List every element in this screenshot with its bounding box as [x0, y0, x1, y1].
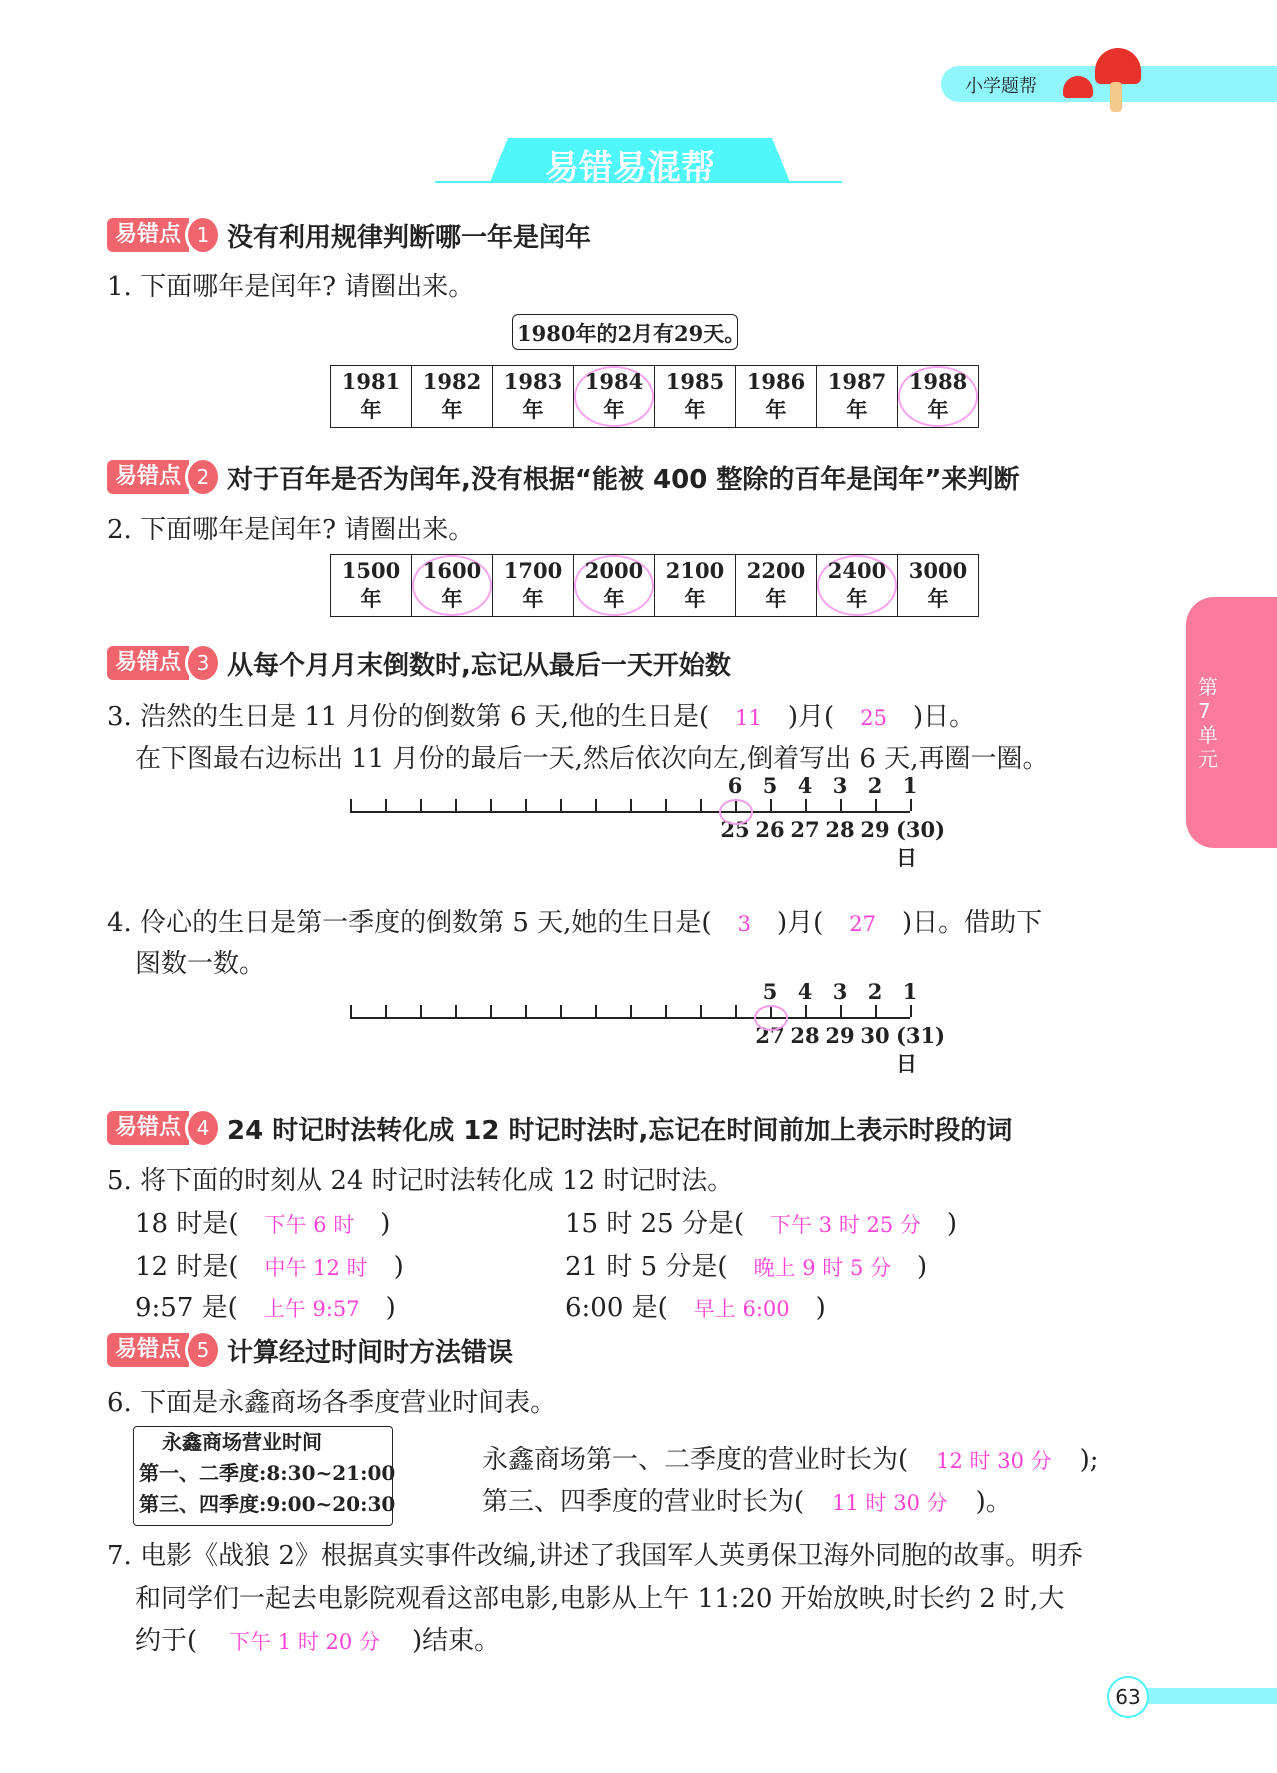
tick-mark — [490, 1005, 492, 1017]
year-table-1 — [330, 365, 979, 428]
year-cell-circled[interactable]: 1988年 — [898, 366, 979, 428]
tick-mark — [875, 1005, 877, 1017]
number-line-1 — [350, 773, 946, 870]
question-2: 2. 下面哪年是闰年? 请圈出来。 — [107, 515, 475, 545]
error-badge: 易错点 — [107, 218, 189, 252]
tick-mark — [420, 799, 422, 811]
tick-mark — [350, 799, 352, 811]
tick-mark — [840, 1005, 842, 1017]
q4-answer-month: 3 — [737, 912, 751, 936]
date-label: (31)日 — [896, 1023, 946, 1076]
time-label: 12 时是( — [135, 1252, 239, 1282]
date-label: 26 — [755, 817, 785, 842]
paren-close: ) — [393, 1252, 404, 1282]
question-1: 1. 下面哪年是闰年? 请圈出来。 — [107, 272, 475, 302]
year-cell[interactable]: 3000年 — [898, 555, 979, 617]
paren-close: ) — [385, 1293, 396, 1323]
page-number-stripe — [1140, 1688, 1277, 1704]
q7-answer: 下午 1 时 20 分 — [229, 1630, 380, 1654]
time-conversion-item — [565, 1203, 957, 1240]
countdown-number: 2 — [867, 773, 883, 798]
q3-text: )月( — [787, 702, 835, 732]
tick-mark — [630, 799, 632, 811]
error-badge: 易错点 — [107, 460, 189, 494]
tick-mark — [385, 799, 387, 811]
time-conversion-item — [135, 1203, 390, 1240]
tick-mark — [805, 799, 807, 811]
date-label: 27 — [755, 1023, 785, 1048]
year-cell[interactable]: 1987年 — [817, 366, 898, 428]
tick-mark — [805, 1005, 807, 1017]
q7-line-3 — [135, 1620, 500, 1657]
paren-close: ) — [815, 1293, 826, 1323]
year-cell[interactable]: 2200年 — [736, 555, 817, 617]
brand-label: 小学题帮 — [965, 76, 1037, 97]
year-cell-circled[interactable]: 1984年 — [574, 366, 655, 428]
time-answer: 上午 9:57 — [263, 1297, 360, 1321]
time-label: 18 时是( — [135, 1209, 239, 1239]
point-title: 计算经过时间时方法错误 — [227, 1337, 514, 1368]
mushroom-stem — [1110, 82, 1122, 112]
hint-text: 1980年的2月有29天。 — [517, 321, 746, 346]
error-point-1 — [107, 215, 591, 255]
countdown-number: 4 — [797, 773, 813, 798]
point-title: 24 时记时法转化成 12 时记时法时,忘记在时间前加上表示时段的词 — [227, 1115, 1013, 1146]
q7-text: )结束。 — [411, 1626, 501, 1656]
tick-mark — [700, 1005, 702, 1017]
date-label: 29 — [860, 817, 890, 842]
business-hours-box — [133, 1426, 396, 1526]
point-number: 3 — [185, 643, 221, 683]
q6-text: 永鑫商场第一、二季度的营业时长为( — [482, 1445, 909, 1475]
q4-text: )月( — [776, 908, 824, 938]
point-number: 1 — [185, 215, 221, 255]
countdown-number: 3 — [832, 979, 848, 1004]
q3-text: )日。 — [912, 702, 976, 732]
countdown-number: 4 — [797, 979, 813, 1004]
question-5: 5. 将下面的时刻从 24 时记时法转化成 12 时记时法。 — [107, 1166, 734, 1196]
countdown-number: 3 — [832, 773, 848, 798]
tick-mark — [420, 1005, 422, 1017]
small-mushroom-icon — [1063, 76, 1093, 98]
tick-mark — [770, 799, 772, 811]
tick-mark — [875, 799, 877, 811]
year-cell[interactable]: 1983年 — [493, 366, 574, 428]
tick-mark — [665, 799, 667, 811]
point-number: 5 — [185, 1330, 221, 1370]
box-title: 永鑫商场营业时间 — [162, 1430, 322, 1454]
paren-close: ) — [946, 1209, 958, 1239]
page-number: 63 — [1115, 1685, 1141, 1709]
tick-mark — [525, 1005, 527, 1017]
tick-mark — [490, 799, 492, 811]
point-title: 对于百年是否为闰年,没有根据“能被 400 整除的百年是闰年”来判断 — [227, 464, 1020, 495]
number-line-2 — [350, 979, 946, 1076]
error-point-3 — [107, 643, 731, 683]
point-number: 2 — [185, 457, 221, 497]
date-label: 30 — [860, 1023, 890, 1048]
date-label: 25 — [720, 817, 750, 842]
tick-mark — [455, 1005, 457, 1017]
q6-answer-2: 11 时 30 分 — [832, 1491, 948, 1515]
error-point-4 — [107, 1108, 1012, 1148]
q7-line-2: 和同学们一起去电影院观看这部电影,电影从上午 11:20 开始放映,时长约 2 时,大 — [135, 1584, 1065, 1614]
tick-mark — [595, 799, 597, 811]
time-answer: 下午 6 时 — [264, 1213, 355, 1237]
box-line: 第一、二季度:8:30~21:00 — [139, 1461, 396, 1485]
tick-mark — [350, 1005, 352, 1017]
error-point-2 — [107, 457, 1019, 497]
q6-answer-1: 12 时 30 分 — [936, 1449, 1052, 1473]
question-7: 7. 电影《战狼 2》根据真实事件改编,讲述了我国军人英勇保卫海外同胞的故事。明乔 — [107, 1541, 1084, 1571]
q6-text: ); — [1079, 1445, 1099, 1475]
countdown-number: 6 — [727, 773, 743, 798]
section-title: 易错易混帮 — [545, 148, 715, 188]
countdown-number: 5 — [762, 979, 778, 1004]
year-cell[interactable]: 1981年 — [331, 366, 412, 428]
year-cell[interactable]: 1700年 — [493, 555, 574, 617]
error-point-5 — [107, 1330, 513, 1370]
tick-mark — [385, 1005, 387, 1017]
mushroom-icon — [1095, 48, 1141, 84]
point-title: 没有利用规律判断哪一年是闰年 — [227, 222, 592, 253]
q4-text-line2: 图数一数。 — [135, 949, 266, 979]
tick-mark — [630, 1005, 632, 1017]
time-label: 9:57 是( — [135, 1293, 238, 1323]
tick-mark — [700, 799, 702, 811]
q3-answer-month: 11 — [735, 706, 762, 730]
countdown-number: 2 — [867, 979, 883, 1004]
error-badge: 易错点 — [107, 646, 189, 680]
date-label: 27 — [790, 817, 820, 842]
paren-close: ) — [380, 1209, 391, 1239]
error-badge: 易错点 — [107, 1333, 189, 1367]
year-cell[interactable]: 1500年 — [331, 555, 412, 617]
year-cell-circled[interactable]: 2000年 — [574, 555, 655, 617]
year-cell[interactable]: 1986年 — [736, 366, 817, 428]
box-line: 第三、四季度:9:00~20:30 — [139, 1492, 396, 1516]
q6-text: 第三、四季度的营业时长为( — [482, 1487, 805, 1517]
q7-text: 约于( — [135, 1626, 198, 1656]
time-conversion-item — [135, 1287, 396, 1324]
q3-instruction: 在下图最右边标出 11 月份的最后一天,然后依次向左,倒着写出 6 天,再圈一圈。 — [135, 744, 1049, 774]
q6-line-2 — [482, 1481, 1012, 1518]
tick-mark — [560, 1005, 562, 1017]
tick-mark — [840, 799, 842, 811]
q4-text: )日。借助下 — [901, 908, 1043, 938]
question-4 — [107, 902, 1042, 939]
date-label: 29 — [825, 1023, 855, 1048]
countdown-number: 5 — [762, 773, 778, 798]
year-table-2 — [330, 554, 979, 617]
year-cell[interactable]: 1982年 — [412, 366, 493, 428]
tick-mark — [910, 1005, 912, 1017]
tick-mark — [910, 799, 912, 811]
page-number-circle — [1107, 1676, 1149, 1718]
point-title: 从每个月月末倒数时,忘记从最后一天开始数 — [227, 650, 731, 681]
year-cell[interactable]: 1985年 — [655, 366, 736, 428]
time-label: 15 时 25 分是( — [565, 1209, 745, 1239]
time-conversion-item — [565, 1246, 927, 1283]
tick-mark — [665, 1005, 667, 1017]
q3-text: 3. 浩然的生日是 11 月份的倒数第 6 天,他的生日是( — [107, 702, 710, 732]
tick-mark — [735, 1005, 737, 1017]
answer-circle — [719, 799, 753, 825]
tick-mark — [595, 1005, 597, 1017]
unit-label: 第7单元 — [1198, 675, 1218, 771]
date-label: 28 — [825, 817, 855, 842]
q4-answer-day: 27 — [849, 912, 876, 936]
countdown-number: 1 — [902, 773, 918, 798]
date-label: (30)日 — [896, 817, 946, 870]
q3-answer-day: 25 — [860, 706, 887, 730]
question-6: 6. 下面是永鑫商场各季度营业时间表。 — [107, 1388, 557, 1418]
year-cell-circled[interactable]: 2400年 — [817, 555, 898, 617]
year-cell[interactable]: 2100年 — [655, 555, 736, 617]
time-label: 21 时 5 分是( — [565, 1252, 728, 1282]
tick-mark — [560, 799, 562, 811]
q6-line-1 — [482, 1439, 1099, 1476]
time-answer: 早上 6:00 — [693, 1297, 790, 1321]
countdown-number: 1 — [902, 979, 918, 1004]
question-3 — [107, 696, 975, 733]
time-label: 6:00 是( — [565, 1293, 668, 1323]
time-conversion-item — [135, 1246, 404, 1283]
time-answer: 晚上 9 时 5 分 — [753, 1256, 892, 1280]
tick-mark — [525, 799, 527, 811]
point-number: 4 — [185, 1108, 221, 1148]
error-badge: 易错点 — [107, 1111, 189, 1145]
time-answer: 中午 12 时 — [264, 1256, 368, 1280]
paren-close: ) — [917, 1252, 928, 1282]
q4-text: 4. 伶心的生日是第一季度的倒数第 5 天,她的生日是( — [107, 908, 712, 938]
tick-mark — [455, 799, 457, 811]
answer-circle — [754, 1005, 788, 1031]
q6-text: )。 — [975, 1487, 1012, 1517]
date-label: 28 — [790, 1023, 820, 1048]
year-cell-circled[interactable]: 1600年 — [412, 555, 493, 617]
time-answer: 下午 3 时 25 分 — [770, 1213, 921, 1237]
time-conversion-item — [565, 1287, 826, 1324]
